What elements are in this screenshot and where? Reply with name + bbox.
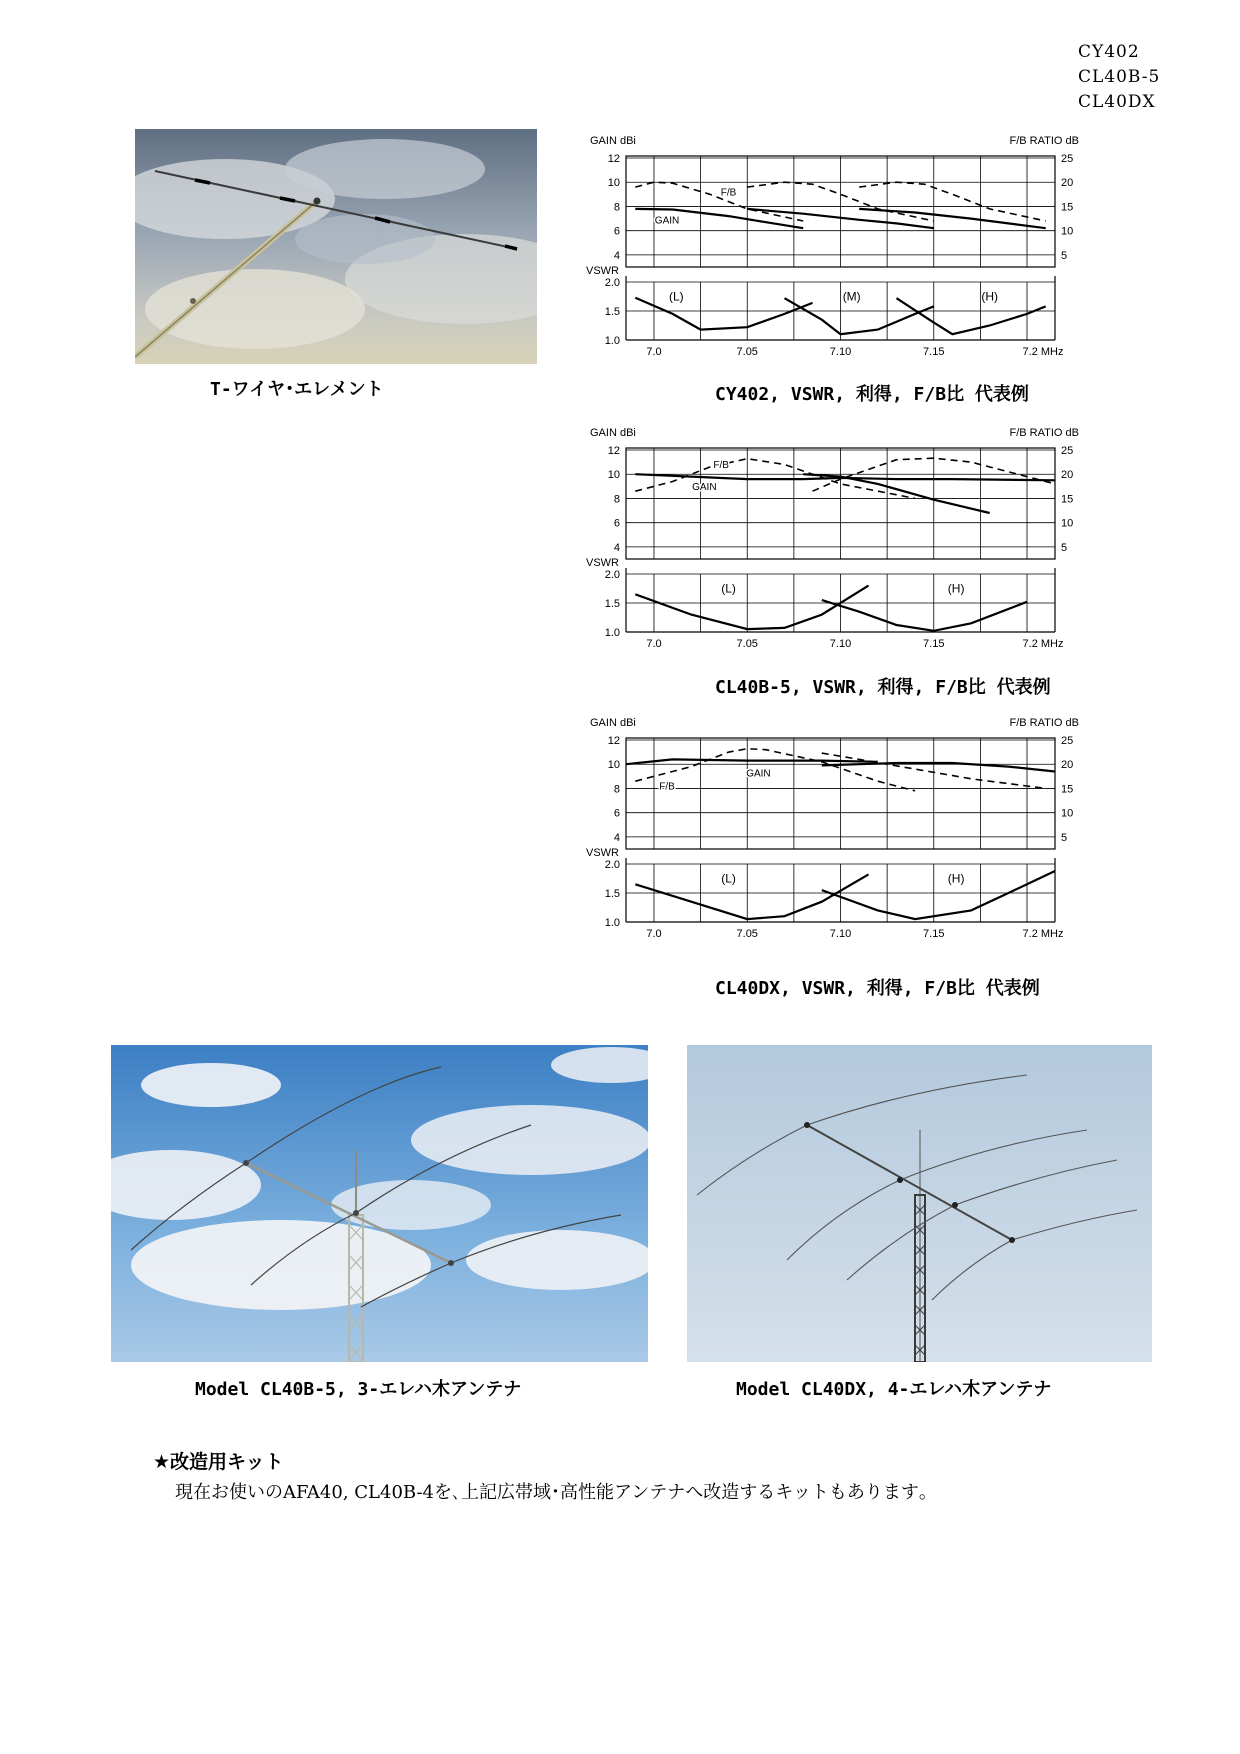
fb-tick-label: 25 — [1061, 153, 1074, 165]
curve-label: F/B — [720, 187, 737, 199]
fb-tick-label: 15 — [1061, 201, 1074, 214]
gain-tick-label: 12 — [607, 153, 620, 165]
fb-tick-label: 20 — [1061, 759, 1074, 772]
fb-tick-label: 5 — [1061, 249, 1068, 262]
curve-label: F/B — [659, 781, 675, 793]
cy402-caption: CY402, VSWR, 利得, F/B比 代表例 — [715, 384, 1029, 405]
gain-curve — [626, 759, 878, 764]
vswr-tick-label: 2.0 — [604, 277, 620, 289]
x-tick-label: 7.15 — [923, 928, 945, 940]
gain-tick-label: 6 — [613, 807, 620, 820]
fb-tick-label: 20 — [1061, 469, 1074, 482]
fb-tick-label: 25 — [1061, 735, 1074, 747]
vswr-curve — [635, 298, 812, 330]
gain-tick-label: 4 — [613, 831, 620, 844]
gain-tick-label: 8 — [613, 201, 620, 214]
vswr-curve — [785, 298, 934, 334]
band-label: (L) — [721, 581, 736, 596]
vswr-curve — [635, 586, 868, 630]
cl40b5-chart — [580, 422, 1140, 682]
fb-tick-label: 25 — [1061, 445, 1074, 457]
x-tick-label: 7.2 MHz — [1022, 346, 1064, 358]
curve-label: GAIN — [746, 768, 771, 780]
curve-label: GAIN — [654, 215, 680, 227]
gain-tick-label: 10 — [607, 177, 620, 190]
fb-tick-label: 10 — [1061, 225, 1074, 238]
vswr-tick-label: 2.0 — [604, 569, 620, 581]
x-tick-label: 7.10 — [829, 346, 852, 358]
right-axis-label: F/B RATIO dB — [1009, 717, 1079, 729]
model-name: CL40DX — [1078, 92, 1156, 112]
gain-tick-label: 6 — [613, 517, 620, 530]
gain-tick-label: 10 — [607, 759, 620, 772]
fb-tick-label: 15 — [1061, 783, 1074, 796]
vswr-axis-label: VSWR — [586, 557, 619, 569]
vswr-tick-label: 1.0 — [604, 335, 620, 347]
x-tick-label: 7.05 — [736, 638, 758, 650]
cl40b5-antenna-photo — [111, 1045, 648, 1362]
gain-tick-label: 4 — [613, 541, 620, 554]
gain-tick-label: 4 — [613, 249, 620, 262]
gain-tick-label: 12 — [607, 445, 620, 457]
t-wire-caption: T-ワイヤ･エレメント — [210, 379, 384, 400]
vswr-curve — [897, 298, 1046, 334]
kit-description: 現在お使いのAFA40, CL40B-4を､上記広帯域･高性能アンテナへ改造するキットもあります｡ — [175, 1482, 928, 1503]
x-tick-label: 7.15 — [923, 638, 945, 650]
vswr-curve — [635, 871, 868, 919]
vswr-tick-label: 1.5 — [604, 306, 620, 318]
fb-tick-label: 20 — [1061, 177, 1074, 190]
vswr-tick-label: 1.5 — [604, 598, 620, 610]
right-axis-label: F/B RATIO dB — [1009, 135, 1079, 147]
fb-curve — [635, 749, 915, 791]
band-label: (H) — [947, 581, 965, 596]
cy402-chart — [580, 130, 1140, 390]
vswr-curve — [822, 871, 1055, 919]
fb-tick-label: 10 — [1061, 807, 1074, 820]
model-name: CY402 — [1078, 42, 1140, 62]
x-tick-label: 7.05 — [736, 928, 758, 940]
right-axis-label: F/B RATIO dB — [1009, 427, 1079, 439]
x-tick-label: 7.15 — [923, 346, 945, 358]
gain-tick-label: 8 — [613, 783, 620, 796]
cl40dx-caption: CL40DX, VSWR, 利得, F/B比 代表例 — [715, 978, 1040, 999]
fb-tick-label: 10 — [1061, 517, 1074, 530]
x-tick-label: 7.10 — [829, 638, 852, 650]
x-tick-label: 7.10 — [829, 928, 852, 940]
gain-tick-label: 8 — [613, 493, 620, 506]
cl40b5-photo-caption: Model CL40B-5, 3-エレハ木アンテナ — [195, 1379, 522, 1400]
band-label: (H) — [947, 871, 965, 886]
vswr-axis-label: VSWR — [586, 847, 619, 859]
model-name: CL40B-5 — [1078, 67, 1161, 87]
vswr-tick-label: 1.0 — [604, 917, 620, 929]
left-axis-label: GAIN dBi — [590, 717, 636, 729]
cl40b5-caption: CL40B-5, VSWR, 利得, F/B比 代表例 — [715, 677, 1051, 698]
vswr-axis-label: VSWR — [586, 265, 619, 277]
gain-tick-label: 6 — [613, 225, 620, 238]
kit-title: ★改造用キット — [153, 1451, 284, 1473]
x-tick-label: 7.0 — [646, 638, 662, 650]
vswr-curve — [822, 600, 1027, 631]
t-wire-element-photo — [135, 129, 537, 364]
gain-tick-label: 12 — [607, 735, 620, 747]
band-label: (L) — [721, 871, 736, 886]
x-tick-label: 7.0 — [646, 346, 662, 358]
curve-label: GAIN — [692, 481, 717, 493]
cl40dx-photo-caption: Model CL40DX, 4-エレハ木アンテナ — [736, 1379, 1052, 1400]
cl40dx-antenna-photo — [687, 1045, 1152, 1362]
band-label: (H) — [981, 289, 999, 304]
curve-label: F/B — [713, 460, 729, 472]
vswr-tick-label: 2.0 — [604, 859, 620, 871]
x-tick-label: 7.2 MHz — [1022, 638, 1064, 650]
left-axis-label: GAIN dBi — [590, 135, 636, 147]
cl40dx-chart — [580, 712, 1140, 972]
x-tick-label: 7.0 — [646, 928, 662, 940]
band-label: (L) — [669, 289, 684, 304]
band-label: (M) — [842, 289, 861, 304]
vswr-tick-label: 1.5 — [604, 888, 620, 900]
model-list — [1078, 40, 1160, 115]
fb-tick-label: 5 — [1061, 541, 1068, 554]
gain-tick-label: 10 — [607, 469, 620, 482]
fb-tick-label: 5 — [1061, 831, 1068, 844]
fb-tick-label: 15 — [1061, 493, 1074, 506]
left-axis-label: GAIN dBi — [590, 427, 636, 439]
x-tick-label: 7.05 — [736, 346, 758, 358]
vswr-tick-label: 1.0 — [604, 627, 620, 639]
x-tick-label: 7.2 MHz — [1022, 928, 1064, 940]
